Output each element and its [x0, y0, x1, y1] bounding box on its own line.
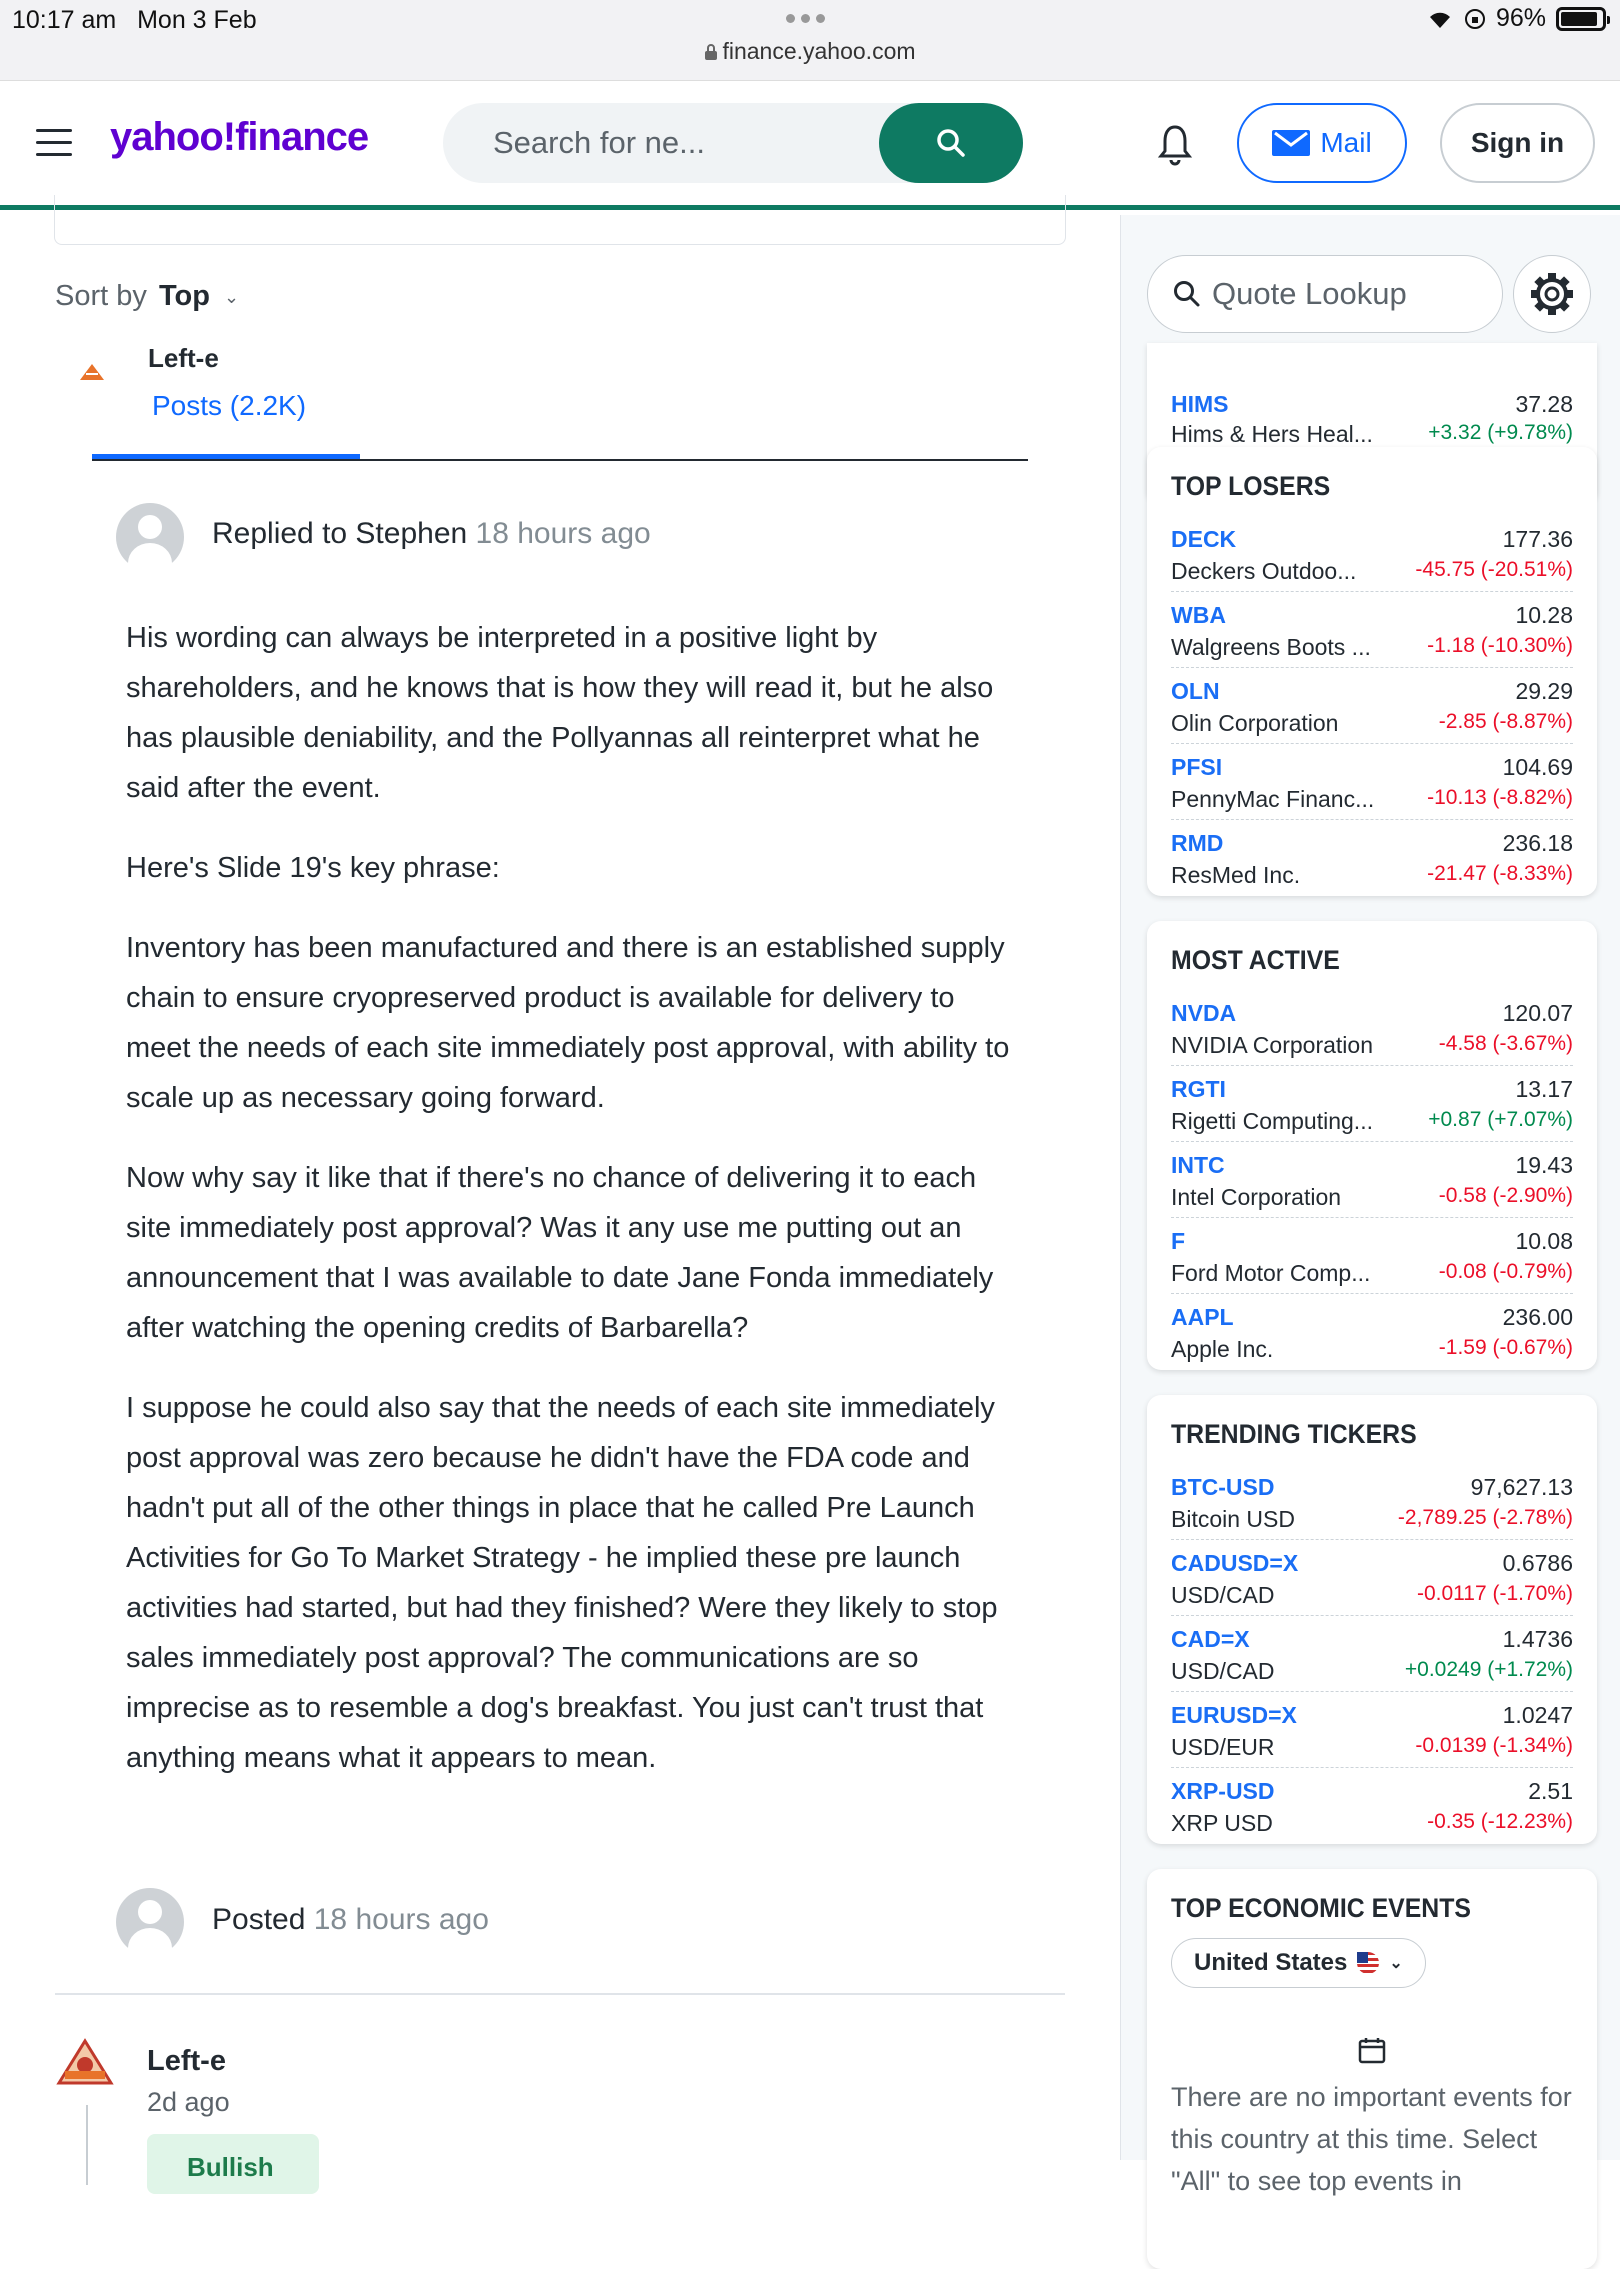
- ticker-row[interactable]: [1171, 990, 1573, 1066]
- sign-in-button[interactable]: Sign in: [1440, 103, 1595, 183]
- most-active-card: [1147, 921, 1597, 1370]
- ticker-name: USD/CAD: [1171, 1582, 1275, 1608]
- post-paragraph: Now why say it like that if there's no chance of delivering it to each site immediately post approval? Was it any use me putting out an announcement that I was available to date Jane Fonda immediately after watching the opening credits of Barbarella?: [126, 1162, 994, 1344]
- calendar-icon: [1358, 2036, 1386, 2064]
- ticker-symbol[interactable]: WBA: [1171, 602, 1226, 628]
- ticker-row[interactable]: [1171, 820, 1573, 896]
- ticker-symbol[interactable]: DECK: [1171, 526, 1237, 552]
- ticker-price: 19.43: [1515, 1152, 1573, 1178]
- post-username[interactable]: Left-e: [147, 2045, 226, 2077]
- economic-events-card: [1147, 1869, 1597, 2269]
- ticker-symbol[interactable]: OLN: [1171, 678, 1220, 704]
- post-paragraph: His wording can always be interpreted in a positive light by shareholders, and he knows that is how they will read it, but he also has plausible deniability, and the Pollyannas all reinterpret what he said after the event.: [126, 622, 994, 804]
- search-icon: [1172, 279, 1202, 309]
- card-title[interactable]: MOST ACTIVE: [1171, 945, 1340, 975]
- ticker-name: Olin Corporation: [1171, 710, 1339, 736]
- ticker-price: 1.4736: [1502, 1626, 1573, 1652]
- posted-prefix: Posted: [212, 1903, 306, 1936]
- ticker-row[interactable]: [1171, 1294, 1573, 1370]
- avatar[interactable]: [116, 1888, 184, 1956]
- ticker-symbol[interactable]: F: [1171, 1228, 1186, 1254]
- compose-box[interactable]: [54, 195, 1066, 245]
- tab-posts[interactable]: Posts (2.2K): [152, 390, 307, 421]
- lock-icon: [704, 43, 718, 61]
- ticker-row[interactable]: [1171, 1616, 1573, 1692]
- mail-button[interactable]: [1237, 103, 1407, 183]
- country-select[interactable]: [1171, 1938, 1426, 1988]
- ticker-price: 2.51: [1528, 1778, 1573, 1804]
- trending-tickers-card: [1147, 1395, 1597, 1844]
- ticker-change: -0.0117 (-1.70%): [1416, 1582, 1573, 1605]
- posted-time: 18 hours ago: [313, 1903, 489, 1936]
- country-value: United States: [1194, 1949, 1348, 1976]
- ticker-symbol[interactable]: PFSI: [1171, 754, 1223, 780]
- status-bar: [0, 0, 1620, 80]
- ticker-name: XRP USD: [1171, 1810, 1273, 1836]
- thread-line: [86, 2105, 88, 2185]
- sort-value: Top: [158, 280, 210, 312]
- ticker-price: 13.17: [1515, 1076, 1573, 1102]
- settings-button[interactable]: [1513, 255, 1591, 333]
- tab-divider: [92, 459, 1028, 461]
- ticker-name: NVIDIA Corporation: [1171, 1032, 1373, 1058]
- ticker-symbol[interactable]: HIMS: [1171, 391, 1229, 417]
- ticker-price: 97,627.13: [1470, 1474, 1573, 1500]
- ticker-change: -0.58 (-2.90%): [1438, 1184, 1573, 1207]
- reply-time: 18 hours ago: [475, 517, 651, 550]
- ticker-name: Deckers Outdoo...: [1171, 558, 1357, 584]
- post-paragraph: Inventory has been manufactured and there is an established supply chain to ensure cryopreserved product is available for delivery to meet the needs of each site immediately post approval, with ability to scale up as necessary going forward.: [126, 932, 1010, 1114]
- us-flag-icon: [1357, 1952, 1379, 1974]
- ticker-name: Rigetti Computing...: [1171, 1108, 1373, 1134]
- notification-bell-icon[interactable]: [1157, 123, 1193, 167]
- ticker-list: [1171, 516, 1573, 896]
- ticker-row[interactable]: [1171, 1540, 1573, 1616]
- ticker-change: -1.59 (-0.67%): [1438, 1336, 1573, 1359]
- search-input[interactable]: [443, 103, 873, 183]
- ticker-price: 37.28: [1515, 391, 1573, 417]
- tab-active-indicator: [92, 454, 360, 459]
- ticker-row[interactable]: [1171, 1218, 1573, 1294]
- battery-percent: 96%: [1495, 4, 1546, 32]
- user-name-clipped: Left-e: [148, 343, 219, 373]
- ticker-symbol[interactable]: EURUSD=X: [1171, 1702, 1297, 1728]
- ticker-price: 177.36: [1502, 526, 1573, 552]
- ticker-price: 236.18: [1502, 830, 1573, 856]
- avatar[interactable]: [116, 503, 184, 571]
- card-title[interactable]: TOP LOSERS: [1171, 471, 1331, 501]
- ticker-symbol[interactable]: XRP-USD: [1171, 1778, 1275, 1804]
- ticker-name: USD/EUR: [1171, 1734, 1275, 1760]
- ticker-symbol[interactable]: AAPL: [1171, 1304, 1234, 1330]
- ticker-row[interactable]: [1171, 1142, 1573, 1218]
- ticker-row[interactable]: [1171, 1464, 1573, 1540]
- ticker-change: -0.0139 (-1.34%): [1415, 1734, 1573, 1757]
- user-avatar-icon[interactable]: [55, 2033, 115, 2093]
- sort-dropdown[interactable]: [55, 280, 239, 313]
- ticker-change: -1.18 (-10.30%): [1427, 634, 1573, 657]
- yahoo-finance-logo[interactable]: yahoo!finance: [110, 115, 369, 159]
- ticker-symbol[interactable]: RMD: [1171, 830, 1224, 856]
- ticker-change: -10.13 (-8.82%): [1427, 786, 1573, 809]
- bullish-badge: Bullish: [147, 2134, 319, 2194]
- multitask-dots-icon[interactable]: [786, 14, 825, 23]
- right-sidebar: [1120, 215, 1620, 2196]
- mail-label: Mail: [1320, 127, 1372, 158]
- ticker-row[interactable]: [1171, 516, 1573, 592]
- wifi-icon: [1426, 8, 1454, 30]
- ticker-row[interactable]: [1171, 1692, 1573, 1768]
- ticker-price: 10.28: [1515, 602, 1573, 628]
- post-time: 2d ago: [147, 2087, 230, 2117]
- ticker-list: [1171, 990, 1573, 1370]
- post-paragraph: I suppose he could also say that the needs of each site immediately post approval was zero because he didn't have the FDA code and hadn't put all of the other things in place that he called Pre Launch Activities for Go To Market Strategy - he implied these pre launch activities had started, but had they finished? Were they likely to stop sales immediately post approval? The communications are so imprecise as to resemble a dog's breakfast. You just can't trust that anything means what it appears to mean.: [126, 1392, 998, 1774]
- ticker-name: Intel Corporation: [1171, 1184, 1342, 1210]
- ticker-symbol[interactable]: CADUSD=X: [1171, 1550, 1299, 1576]
- ticker-symbol[interactable]: INTC: [1171, 1152, 1225, 1178]
- ticker-symbol[interactable]: NVDA: [1171, 1000, 1237, 1026]
- ticker-symbol[interactable]: CAD=X: [1171, 1626, 1250, 1652]
- ticker-price: 29.29: [1515, 678, 1573, 704]
- ticker-change: -4.58 (-3.67%): [1438, 1032, 1573, 1055]
- battery-icon: [1556, 7, 1606, 31]
- ticker-price: 120.07: [1502, 1000, 1573, 1026]
- ticker-row[interactable]: [1171, 668, 1573, 744]
- orientation-lock-icon: [1464, 8, 1486, 30]
- ticker-change: +0.87 (+7.07%): [1428, 1108, 1573, 1131]
- no-events-message: There are no important events for this country at this time. Select "All" to see top events in: [1171, 2082, 1572, 2196]
- ticker-change: -0.35 (-12.23%): [1427, 1810, 1573, 1833]
- site-header: [0, 80, 1620, 210]
- ticker-change: +3.32 (+9.78%): [1428, 421, 1573, 444]
- ticker-price: 236.00: [1502, 1304, 1573, 1330]
- ticker-row[interactable]: [1171, 1066, 1573, 1142]
- ticker-name: Hims & Hers Heal...: [1171, 421, 1373, 447]
- ticker-name: Ford Motor Comp...: [1171, 1260, 1371, 1286]
- ticker-name: PennyMac Financ...: [1171, 786, 1375, 812]
- user-avatar-icon: [78, 360, 106, 382]
- post-paragraph: Here's Slide 19's key phrase:: [126, 852, 500, 884]
- ticker-name: Walgreens Boots ...: [1171, 634, 1371, 660]
- status-time: 10:17 am Mon 3 Feb: [12, 6, 257, 34]
- chevron-down-icon: ⌄: [224, 286, 240, 307]
- sort-label: Sort by: [55, 280, 147, 312]
- quote-lookup-input[interactable]: [1147, 255, 1503, 333]
- ticker-symbol[interactable]: BTC-USD: [1171, 1474, 1275, 1500]
- reply-header: [212, 517, 651, 551]
- ticker-price: 104.69: [1502, 754, 1573, 780]
- ticker-list: [1171, 1464, 1573, 1844]
- ticker-name: ResMed Inc.: [1171, 862, 1301, 888]
- ticker-row[interactable]: [1171, 592, 1573, 668]
- ticker-row[interactable]: [1171, 744, 1573, 820]
- menu-icon[interactable]: [36, 129, 72, 165]
- ticker-change: -2.85 (-8.87%): [1438, 710, 1573, 733]
- ticker-change: -2,789.25 (-2.78%): [1397, 1506, 1573, 1529]
- card-title[interactable]: TRENDING TICKERS: [1171, 1419, 1417, 1449]
- posted-header: [212, 1903, 489, 1937]
- reply-prefix: Replied to Stephen: [212, 517, 468, 550]
- ticker-row[interactable]: [1171, 1768, 1573, 1844]
- ticker-price: 10.08: [1515, 1228, 1573, 1254]
- main-content: [0, 215, 1120, 2182]
- ticker-name: USD/CAD: [1171, 1658, 1275, 1684]
- top-losers-card: [1147, 447, 1597, 896]
- quote-lookup-placeholder: Quote Lookup: [1212, 276, 1407, 311]
- search-button[interactable]: [879, 103, 1023, 183]
- post-divider: [55, 1993, 1065, 1995]
- post-body: [126, 613, 1026, 1813]
- url-bar[interactable]: finance.yahoo.com: [0, 38, 1620, 65]
- ticker-change: -0.08 (-0.79%): [1438, 1260, 1573, 1283]
- ticker-name: Apple Inc.: [1171, 1336, 1274, 1362]
- ticker-price: 1.0247: [1502, 1702, 1573, 1728]
- mail-icon: [1272, 130, 1310, 156]
- ticker-name: Bitcoin USD: [1171, 1506, 1295, 1532]
- search-icon: [936, 128, 966, 158]
- search-bar: [443, 103, 1023, 183]
- ticker-symbol[interactable]: RGTI: [1171, 1076, 1226, 1102]
- ticker-change: -21.47 (-8.33%): [1427, 862, 1573, 885]
- ticker-change: -45.75 (-20.51%): [1415, 558, 1573, 581]
- ticker-change: +0.0249 (+1.72%): [1404, 1658, 1573, 1681]
- ticker-price: 0.6786: [1502, 1550, 1573, 1576]
- status-indicators: [1426, 4, 1606, 33]
- card-title: TOP ECONOMIC EVENTS: [1171, 1893, 1471, 1923]
- gear-icon: [1528, 270, 1576, 318]
- chevron-down-icon: ⌄: [1389, 1955, 1403, 1972]
